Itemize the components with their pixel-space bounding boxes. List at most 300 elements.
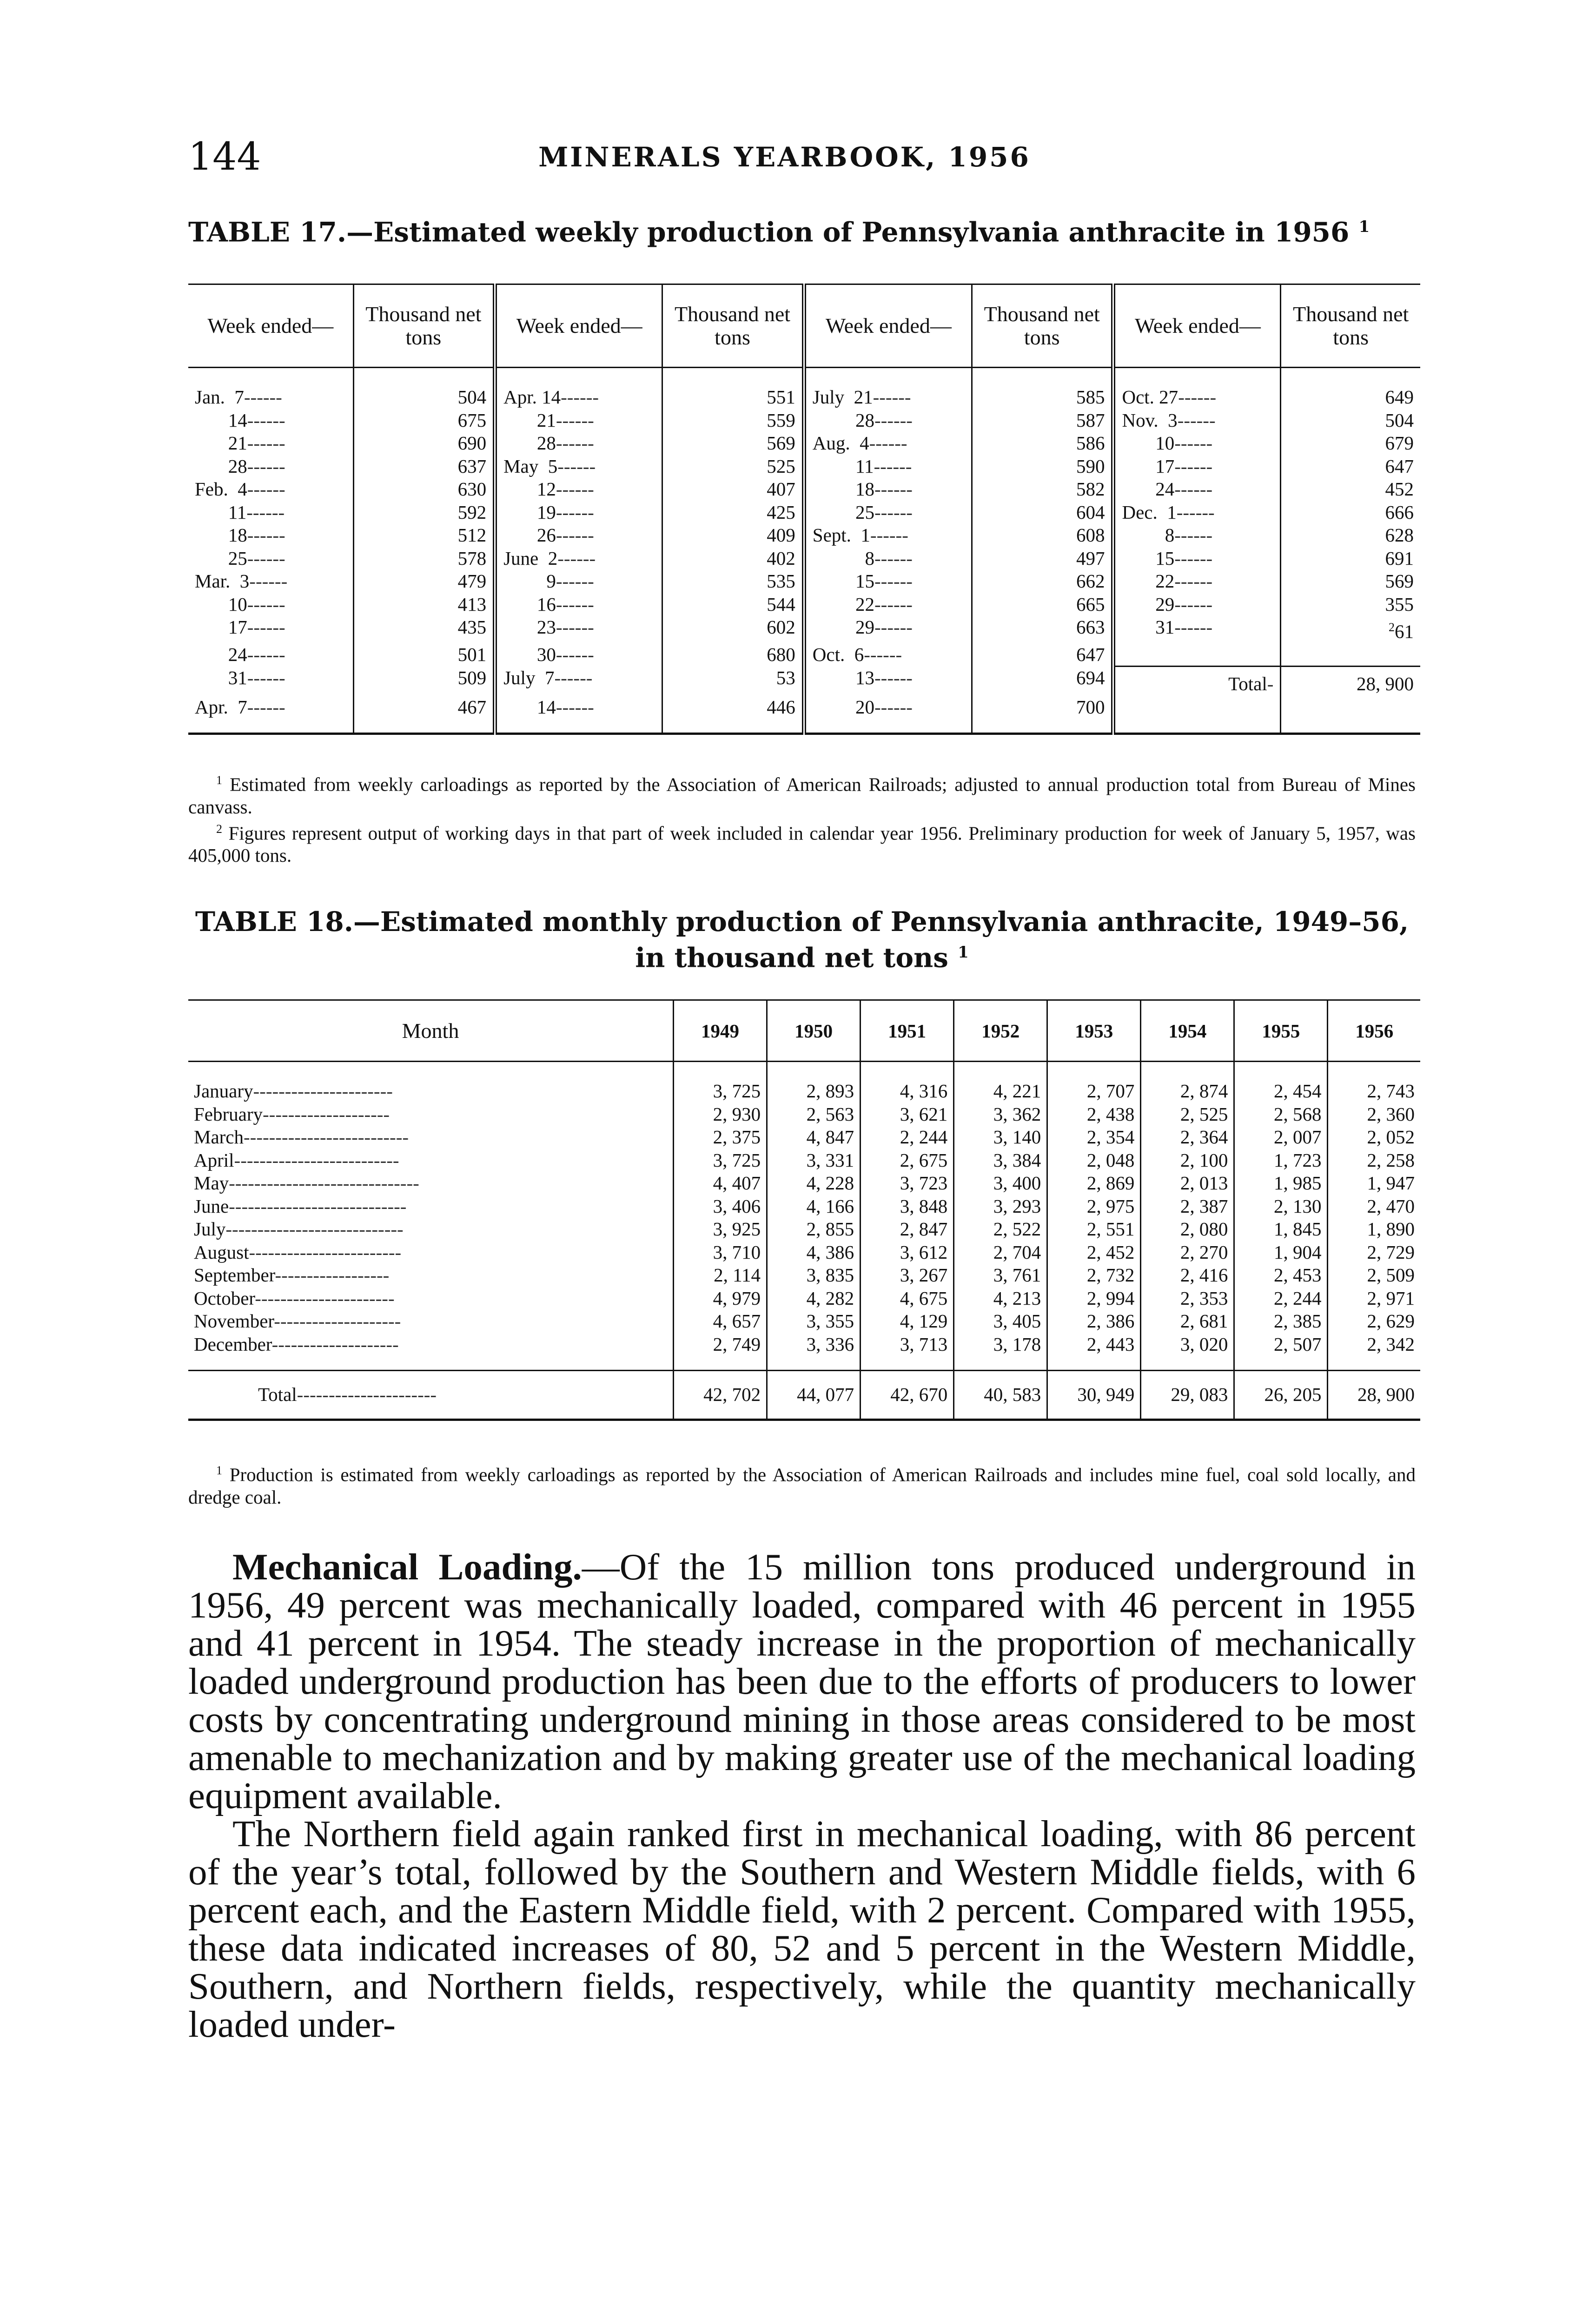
- week-label: 14: [195, 409, 247, 431]
- value-cell: [662, 501, 804, 524]
- footnote-mark: 2: [1389, 621, 1395, 634]
- t18-col-year: 1950: [767, 1000, 861, 1062]
- footnote-text: Figures represent output of working days in that part of week included in calendar year 1956. Preliminary production for week of January 5, 1957, was 405,000 tons.: [188, 822, 1416, 866]
- week-ended-cell: 22------: [804, 593, 972, 616]
- table-row: [188, 455, 1420, 478]
- t17-col-week-1: Week ended—: [188, 284, 353, 368]
- t18-col-year: 1956: [1328, 1000, 1420, 1062]
- value-cell: 4, 386: [767, 1241, 861, 1264]
- t17-col-value-3: Thousand net tons: [972, 284, 1113, 368]
- value-text: 604: [1076, 501, 1105, 523]
- week-ended-cell: Feb. 4------: [188, 478, 353, 501]
- value-cell: [972, 524, 1113, 547]
- table18-body: [188, 1062, 1420, 1420]
- value-cell: 2, 416: [1141, 1264, 1234, 1287]
- total-row: [188, 1371, 1420, 1420]
- week-label: July 7: [503, 667, 555, 688]
- value-cell: 2, 629: [1367, 1310, 1415, 1332]
- t18-col-year: 1949: [674, 1000, 767, 1062]
- week-ended-cell: 31------: [1113, 616, 1281, 643]
- week-label: 29: [812, 616, 875, 638]
- value-text: 647: [1385, 455, 1414, 477]
- value-cell: 1, 723: [1234, 1149, 1328, 1172]
- value-cell: 2, 729: [1367, 1241, 1415, 1263]
- total-value-cell: 44, 077: [767, 1371, 861, 1420]
- week-ended-cell: Apr. 14------: [495, 368, 662, 409]
- table-row: [188, 1126, 1420, 1149]
- week-label: Aug. 4: [812, 432, 869, 454]
- value-text: 637: [457, 455, 487, 477]
- value-cell: [353, 547, 495, 570]
- value-cell: 2, 270: [1141, 1241, 1234, 1264]
- value-cell: 3, 761: [954, 1264, 1047, 1287]
- t17-col-week-2: Week ended—: [495, 284, 662, 368]
- month-cell: December--------------------: [188, 1333, 674, 1371]
- t17-col-week-3: Week ended—: [804, 284, 972, 368]
- value-cell: [972, 616, 1113, 643]
- value-text: 525: [767, 455, 795, 477]
- week-label: May 5: [503, 455, 558, 477]
- week-ended-cell: 21------: [495, 409, 662, 432]
- footnote-text: Production is estimated from weekly carloadings as reported by the Association of American Railroads and includes mine fuel, coal sold locally, and dredge coal.: [188, 1464, 1416, 1508]
- value-cell: 2, 342: [1367, 1333, 1415, 1355]
- value-text: 501: [457, 644, 487, 666]
- value-cell: 3, 362: [954, 1103, 1047, 1126]
- t18-col-year: 1952: [954, 1000, 1047, 1062]
- week-ended-cell: 10------: [1113, 432, 1281, 455]
- week-ended-cell: 28------: [188, 455, 353, 478]
- value-cell: 2, 525: [1141, 1103, 1234, 1126]
- value-cell: 1, 985: [1234, 1172, 1328, 1195]
- week-ended-cell: 14------: [188, 409, 353, 432]
- value-cell: [662, 478, 804, 501]
- week-ended-cell: May 5------: [495, 455, 662, 478]
- section-heading: Mechanical Loading.: [232, 1546, 582, 1588]
- week-label: Nov. 3: [1122, 409, 1178, 431]
- value-text: 425: [767, 501, 795, 523]
- value-cell: [662, 368, 804, 409]
- value-cell: [662, 570, 804, 593]
- value-cell: 1, 947: [1367, 1172, 1415, 1194]
- week-ended-cell: [1113, 696, 1281, 734]
- week-ended-cell: July 21------: [804, 368, 972, 409]
- week-label: July 21: [812, 386, 873, 408]
- week-ended-cell: 23------: [495, 616, 662, 643]
- week-ended-cell: 19------: [495, 501, 662, 524]
- value-cell: [353, 478, 495, 501]
- value-cell: [353, 643, 495, 667]
- value-text: 602: [767, 616, 795, 638]
- week-ended-cell: 17------: [188, 616, 353, 643]
- value-cell: [1281, 547, 1420, 570]
- value-cell: 4, 657: [674, 1310, 767, 1333]
- value-text: 512: [457, 524, 487, 546]
- week-ended-cell: 10------: [188, 593, 353, 616]
- total-label: Total: [1228, 673, 1267, 695]
- week-label: 8: [812, 547, 875, 569]
- value-cell: [1281, 524, 1420, 547]
- week-label: 9: [503, 570, 556, 592]
- value-cell: 2, 675: [861, 1149, 954, 1172]
- week-ended-cell: Sept. 1------: [804, 524, 972, 547]
- table-row: [188, 570, 1420, 593]
- value-cell: 2, 732: [1047, 1264, 1141, 1287]
- value-cell: 2, 360: [1367, 1103, 1415, 1125]
- value-cell: 2, 994: [1047, 1287, 1141, 1310]
- month-label: November: [194, 1310, 274, 1332]
- value-cell: 1, 845: [1234, 1218, 1328, 1241]
- week-label: 15: [812, 570, 875, 592]
- value-cell: [972, 547, 1113, 570]
- value-cell: 3, 293: [954, 1195, 1047, 1218]
- value-cell: [972, 432, 1113, 455]
- paragraph-1-text: —Of the 15 million tons produced underground in 1956, 49 percent was mechanically loaded, compared with 46 percent in 1955 and 41 percent in 1954. The steady increase in the proportion of mechanically loaded underground production has been due to the efforts of producers to lower costs by concentrating underground mining in those areas considered to be most amenable to mechanization and by making greater use of the mechanical loading equipment available.: [188, 1546, 1416, 1816]
- month-label: February: [194, 1103, 263, 1125]
- value-cell: [972, 667, 1113, 696]
- value-cell: 2, 568: [1234, 1103, 1328, 1126]
- value-cell: [1281, 570, 1420, 593]
- value-text: 61: [1395, 621, 1414, 642]
- value-cell: [972, 570, 1113, 593]
- month-cell: June----------------------------: [188, 1195, 674, 1218]
- value-cell: 2, 387: [1141, 1195, 1234, 1218]
- value-text: 666: [1385, 501, 1414, 523]
- table17-footnote-1: [188, 769, 1416, 818]
- value-text: 569: [1385, 570, 1414, 592]
- value-cell: 2, 743: [1367, 1080, 1415, 1102]
- value-text: 409: [767, 524, 795, 546]
- table18-title-line2: in thousand net tons: [635, 942, 948, 974]
- week-label: 28: [812, 409, 875, 431]
- week-label: 22: [1122, 570, 1175, 592]
- value-cell: [662, 409, 804, 432]
- value-cell: 2, 130: [1234, 1195, 1328, 1218]
- value-text: 587: [1076, 409, 1105, 431]
- table18-title-footnote-mark: 1: [958, 943, 969, 962]
- total-label: Total: [258, 1384, 297, 1405]
- week-label: 28: [195, 455, 247, 477]
- value-text: 700: [1076, 696, 1105, 718]
- value-cell: 3, 621: [861, 1103, 954, 1126]
- week-label: Apr. 7: [195, 696, 247, 718]
- value-cell: [1281, 616, 1420, 643]
- value-cell: 2, 375: [674, 1126, 767, 1149]
- week-ended-cell: Aug. 4------: [804, 432, 972, 455]
- week-label: Oct. 6: [812, 644, 864, 666]
- total-value-cell: 42, 702: [674, 1371, 767, 1420]
- value-text: 559: [767, 409, 795, 431]
- week-ended-cell: 9------: [495, 570, 662, 593]
- week-label: 23: [503, 616, 556, 638]
- table-row: [188, 501, 1420, 524]
- week-ended-cell: 12------: [495, 478, 662, 501]
- value-text: 504: [457, 386, 487, 408]
- week-ended-cell: 11------: [804, 455, 972, 478]
- week-label: June 2: [503, 547, 558, 569]
- value-text: 585: [1076, 386, 1105, 408]
- total-value-cell: 42, 670: [861, 1371, 954, 1420]
- table-row: [188, 696, 1420, 734]
- week-ended-cell: 18------: [188, 524, 353, 547]
- value-cell: [1281, 593, 1420, 616]
- table-row: [188, 1062, 1420, 1103]
- value-cell: 3, 925: [674, 1218, 767, 1241]
- value-cell: [353, 432, 495, 455]
- month-label: May: [194, 1172, 229, 1194]
- week-ended-cell: Jan. 7------: [188, 368, 353, 409]
- value-cell: [662, 616, 804, 643]
- value-cell: [353, 593, 495, 616]
- value-cell: [353, 524, 495, 547]
- week-label: 10: [1122, 432, 1175, 454]
- week-ended-cell: June 2------: [495, 547, 662, 570]
- value-cell: [1281, 643, 1420, 667]
- value-text: 691: [1385, 547, 1414, 569]
- week-label: Dec. 1: [1122, 501, 1177, 523]
- value-text: 578: [457, 547, 487, 569]
- value-cell: 2, 971: [1367, 1287, 1415, 1309]
- week-ended-cell: 17------: [1113, 455, 1281, 478]
- value-cell: 2, 258: [1367, 1149, 1415, 1171]
- value-cell: [353, 368, 495, 409]
- value-cell: 2, 386: [1047, 1310, 1141, 1333]
- value-cell: 3, 178: [954, 1333, 1047, 1371]
- value-cell: 3, 384: [954, 1149, 1047, 1172]
- value-cell: 3, 405: [954, 1310, 1047, 1333]
- value-text: 497: [1076, 547, 1105, 569]
- value-cell: 2, 975: [1047, 1195, 1141, 1218]
- value-text: 569: [767, 432, 795, 454]
- value-cell: [1281, 409, 1420, 432]
- value-cell: 2, 385: [1234, 1310, 1328, 1333]
- value-cell: 2, 443: [1047, 1333, 1141, 1371]
- table17-body: [188, 368, 1420, 734]
- week-ended-cell: 15------: [804, 570, 972, 593]
- week-label: Feb. 4: [195, 478, 247, 500]
- week-label: 21: [503, 409, 556, 431]
- value-cell: 3, 723: [861, 1172, 954, 1195]
- table-row: [188, 1172, 1420, 1195]
- week-ended-cell: 11------: [188, 501, 353, 524]
- week-label: 13: [812, 667, 875, 688]
- month-cell: May------------------------------: [188, 1172, 674, 1195]
- week-label: 28: [503, 432, 556, 454]
- value-cell: 2, 509: [1367, 1264, 1415, 1286]
- value-cell: 2, 522: [954, 1218, 1047, 1241]
- value-cell: [1281, 432, 1420, 455]
- month-label: January: [194, 1080, 253, 1102]
- total-value-cell: 29, 083: [1141, 1371, 1234, 1420]
- value-cell: 2, 007: [1234, 1126, 1328, 1149]
- value-text: 694: [1076, 667, 1105, 688]
- value-text: 402: [767, 547, 795, 569]
- body-text: [188, 1548, 1416, 2043]
- value-cell: [353, 409, 495, 432]
- value-cell: 4, 282: [767, 1287, 861, 1310]
- week-label: 31: [195, 667, 247, 688]
- value-cell: 4, 979: [674, 1287, 767, 1310]
- week-label: 16: [503, 593, 556, 615]
- value-text: 413: [457, 593, 487, 615]
- week-ended-cell: 28------: [804, 409, 972, 432]
- week-ended-cell: 24------: [188, 643, 353, 667]
- value-cell: 4, 213: [954, 1287, 1047, 1310]
- week-label: 18: [812, 478, 875, 500]
- footnote-text: Estimated from weekly carloadings as reported by the Association of American Railroads; adjusted to annual production total from Bureau of Mines canvass.: [188, 773, 1416, 818]
- value-cell: 2, 855: [767, 1218, 861, 1241]
- week-label: 12: [503, 478, 556, 500]
- value-cell: [353, 667, 495, 696]
- value-cell: 2, 244: [861, 1126, 954, 1149]
- total-value-cell: 28, 900: [1328, 1371, 1420, 1420]
- value-text: 544: [767, 593, 795, 615]
- value-cell: [1281, 501, 1420, 524]
- value-cell: [972, 696, 1113, 734]
- month-cell: August------------------------: [188, 1241, 674, 1264]
- value-cell: 2, 438: [1047, 1103, 1141, 1126]
- total-value-cell: 26, 205: [1234, 1371, 1328, 1420]
- value-text: 665: [1076, 593, 1105, 615]
- value-cell: [1281, 455, 1420, 478]
- footnote-mark: 1: [216, 773, 222, 787]
- week-ended-cell: Apr. 7------: [188, 696, 353, 734]
- week-ended-cell: 25------: [804, 501, 972, 524]
- week-ended-cell: 8------: [804, 547, 972, 570]
- week-ended-cell: 18------: [804, 478, 972, 501]
- table-row: [188, 524, 1420, 547]
- value-text: 551: [767, 386, 795, 408]
- table17-footnote-2: [188, 818, 1416, 867]
- t18-col-year: 1951: [861, 1000, 954, 1062]
- week-label: 18: [195, 524, 247, 546]
- paragraph-mechanical-loading: [188, 1548, 1416, 1815]
- value-cell: 2, 454: [1234, 1062, 1328, 1103]
- table-row: [188, 368, 1420, 409]
- value-cell: 4, 847: [767, 1126, 861, 1149]
- value-text: 680: [767, 644, 795, 666]
- month-cell: September------------------: [188, 1264, 674, 1287]
- value-cell: 3, 710: [674, 1241, 767, 1264]
- table18-footnote-1: [188, 1459, 1416, 1508]
- value-cell: 3, 848: [861, 1195, 954, 1218]
- value-cell: [662, 455, 804, 478]
- week-ended-cell: 29------: [1113, 593, 1281, 616]
- value-text: 509: [457, 667, 487, 688]
- table17-header-row: [188, 284, 1420, 368]
- value-cell: 2, 704: [954, 1241, 1047, 1264]
- week-ended-cell: 8------: [1113, 524, 1281, 547]
- week-label: Mar. 3: [195, 570, 250, 592]
- week-ended-cell: 30------: [495, 643, 662, 667]
- value-cell: 4, 407: [674, 1172, 767, 1195]
- t18-col-year: 1954: [1141, 1000, 1234, 1062]
- value-cell: [1281, 696, 1420, 734]
- value-text: 663: [1076, 616, 1105, 638]
- value-cell: [972, 501, 1113, 524]
- value-cell: 2, 681: [1141, 1310, 1234, 1333]
- value-cell: 3, 336: [767, 1333, 861, 1371]
- value-text: 452: [1385, 478, 1414, 500]
- week-label: 24: [195, 644, 247, 666]
- value-cell: 3, 725: [674, 1149, 767, 1172]
- t18-col-year: 1953: [1047, 1000, 1141, 1062]
- week-ended-cell: 26------: [495, 524, 662, 547]
- month-cell: February--------------------: [188, 1103, 674, 1126]
- value-cell: [972, 478, 1113, 501]
- value-cell: [662, 667, 804, 696]
- week-label: 19: [503, 501, 556, 523]
- value-cell: 2, 114: [674, 1264, 767, 1287]
- value-cell: [1281, 368, 1420, 409]
- table-row: [188, 1149, 1420, 1172]
- value-cell: 2, 507: [1234, 1333, 1328, 1371]
- value-text: 53: [776, 667, 795, 688]
- table-row: [188, 1333, 1420, 1371]
- t17-col-value-2: Thousand net tons: [662, 284, 804, 368]
- week-ended-cell: 20------: [804, 696, 972, 734]
- value-cell: 2, 551: [1047, 1218, 1141, 1241]
- week-label: 24: [1122, 478, 1175, 500]
- t17-col-value-4: Thousand net tons: [1281, 284, 1420, 368]
- month-label: October: [194, 1287, 255, 1309]
- week-ended-cell: 28------: [495, 432, 662, 455]
- week-label: 14: [503, 696, 556, 718]
- table18: [188, 999, 1420, 1421]
- week-label: 29: [1122, 593, 1175, 615]
- t17-col-value-1: Thousand net tons: [353, 284, 495, 368]
- month-cell: July----------------------------: [188, 1218, 674, 1241]
- week-ended-cell: 25------: [188, 547, 353, 570]
- table-row: [188, 1218, 1420, 1241]
- value-cell: 4, 316: [861, 1062, 954, 1103]
- value-cell: 2, 930: [674, 1103, 767, 1126]
- week-ended-cell: Nov. 3------: [1113, 409, 1281, 432]
- value-cell: [662, 593, 804, 616]
- value-text: 662: [1076, 570, 1105, 592]
- table17-footnotes: [188, 769, 1416, 866]
- week-label: 26: [503, 524, 556, 546]
- value-cell: [1281, 478, 1420, 501]
- week-ended-cell: [1113, 643, 1281, 667]
- value-text: 590: [1076, 455, 1105, 477]
- value-cell: 1, 904: [1234, 1241, 1328, 1264]
- value-cell: 2, 244: [1234, 1287, 1328, 1310]
- table17-title-footnote-mark: 1: [1358, 218, 1370, 236]
- week-label: 20: [812, 696, 875, 718]
- value-cell: [662, 643, 804, 667]
- value-cell: 2, 563: [767, 1103, 861, 1126]
- value-cell: [662, 432, 804, 455]
- value-cell: 2, 353: [1141, 1287, 1234, 1310]
- value-text: 679: [1385, 432, 1414, 454]
- value-cell: [972, 643, 1113, 667]
- value-cell: 3, 612: [861, 1241, 954, 1264]
- week-label: 10: [195, 593, 247, 615]
- value-text: 435: [457, 616, 487, 638]
- month-cell: November--------------------: [188, 1310, 674, 1333]
- value-text: 608: [1076, 524, 1105, 546]
- value-text: 582: [1076, 478, 1105, 500]
- month-cell: January----------------------: [188, 1062, 674, 1103]
- table-row: [188, 616, 1420, 643]
- month-label: September: [194, 1264, 275, 1286]
- value-text: 535: [767, 570, 795, 592]
- value-cell: [972, 455, 1113, 478]
- value-text: 467: [457, 696, 487, 718]
- week-label: 17: [1122, 455, 1175, 477]
- t17-col-week-4: Week ended—: [1113, 284, 1281, 368]
- month-label: April: [194, 1149, 234, 1171]
